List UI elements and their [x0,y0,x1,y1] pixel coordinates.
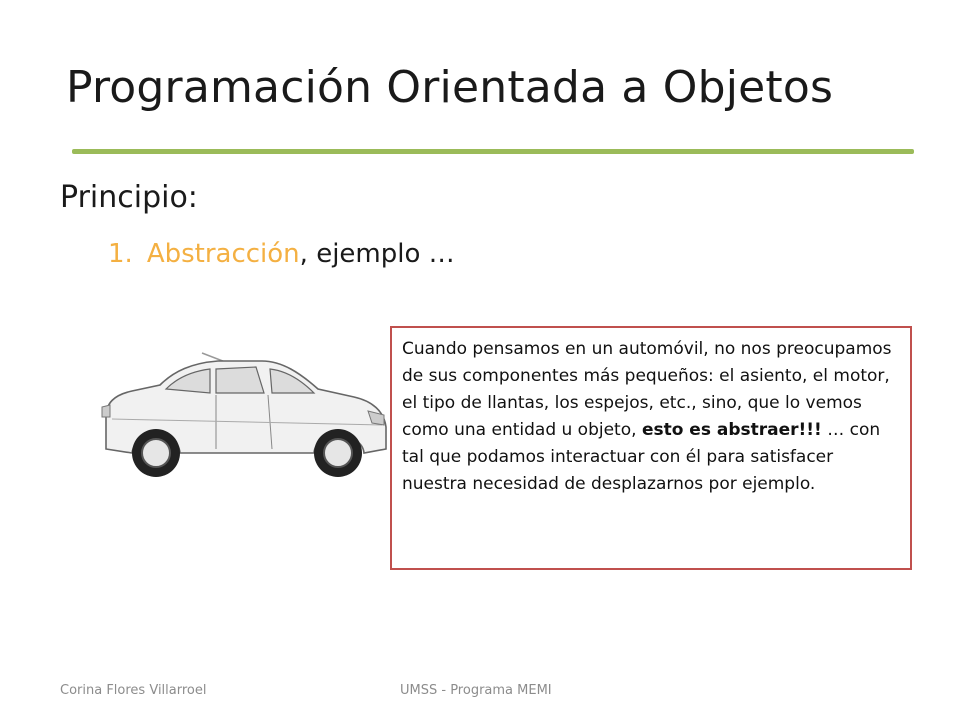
callout-emphasis: esto es abstraer!!! [641,420,822,440]
slide-title: Programación Orientada a Objetos [66,62,834,113]
title-underline [72,149,914,154]
callout-box [390,326,912,570]
callout-text-after: … con tal que podamos interactuar con él para satisfacer nuestra necesidad de desplazarnos por ejemplo. [402,420,881,494]
list-rest: , ejemplo … [299,239,455,269]
list-number: 1. [108,239,133,269]
list-term: Abstracción [146,239,300,269]
callout-text-before: Cuando pensamos en un automóvil, no nos preocupamos de sus componentes más pequeños: el asiento, el motor, el tipo de llantas, los espejos, etc., sino, que lo vemos como una entidad u objeto, [402,339,892,440]
list-item-abstraction [108,239,455,269]
car-illustration [92,345,392,487]
footer-author: Corina Flores Villarroel [60,683,207,698]
footer-program: UMSS - Programa MEMI [400,683,552,698]
principle-heading: Principio: [60,180,198,215]
